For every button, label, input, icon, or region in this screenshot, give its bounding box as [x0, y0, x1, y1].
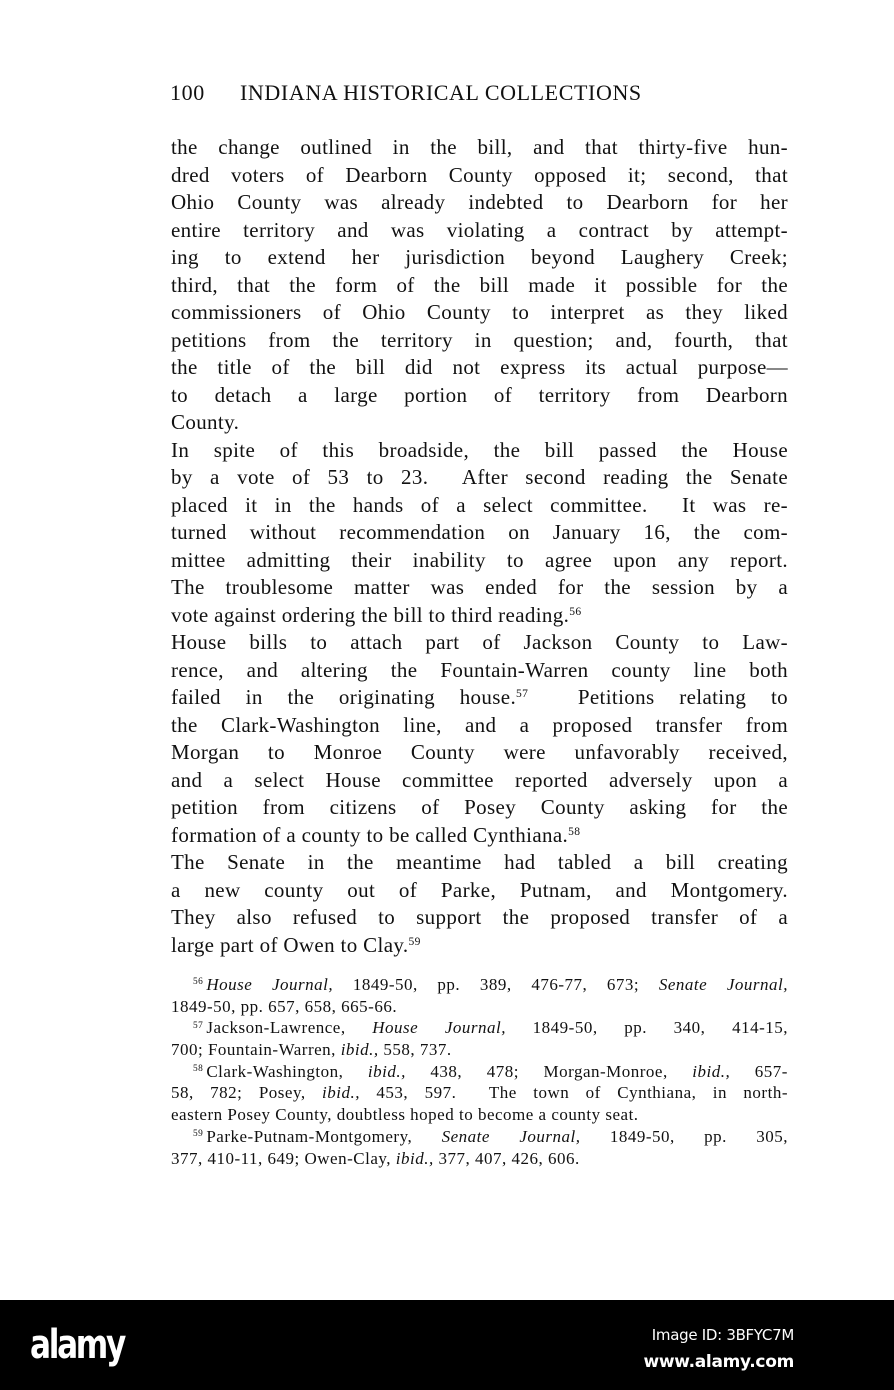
body-line	[171, 767, 788, 795]
text-run: They also refused to support the proposed transfer of a	[171, 905, 788, 929]
text-run: turned without recommendation on January 16, the com-	[171, 520, 788, 544]
text-run: to detach a large portion of territory from Dearborn	[171, 382, 788, 407]
text-run: the title of the bill did not express its actual purpose—	[171, 355, 788, 379]
footnote-marker: 58	[193, 1064, 204, 1075]
body-line	[171, 712, 788, 740]
text-run: 1849-50, pp. 657, 658, 665-66.	[171, 996, 398, 1016]
text-run: and a select House committee reported adversely upon a	[171, 767, 788, 792]
text-run: ibid.,	[367, 1061, 406, 1081]
text-run: dred voters of Dearborn County opposed it; second, that	[171, 162, 788, 187]
body-line	[171, 354, 788, 382]
body-line	[171, 547, 788, 575]
text-run: 377, 407, 426, 606.	[433, 1148, 580, 1168]
text-run: 558, 737.	[378, 1040, 452, 1060]
footnote-line	[171, 1148, 788, 1170]
body-line	[171, 327, 788, 355]
footnote-line	[171, 1082, 788, 1104]
body-line	[171, 684, 788, 712]
footnote-line	[171, 1126, 788, 1148]
text-run: Clark-Washington,	[206, 1061, 368, 1081]
footnote-line	[171, 1061, 788, 1083]
text-run: entire territory and was violating a contract by attempt-	[171, 217, 788, 242]
text-run: placed it in the hands of a select committee. It was re-	[171, 492, 788, 517]
text-run: petition from citizens of Posey County asking for the	[171, 795, 788, 819]
body-line	[171, 519, 788, 547]
body-line	[171, 492, 788, 520]
body-line	[171, 437, 788, 465]
text-run: 438, 478; Morgan-Monroe,	[405, 1061, 693, 1081]
footnote-line	[171, 1104, 788, 1126]
text-run: the Clark-Washington line, and a proposed transfer from	[171, 712, 788, 737]
body-line	[171, 299, 788, 327]
text-run: The Senate in the meantime had tabled a bill creating	[171, 850, 788, 874]
site-url: www.alamy.com	[643, 1352, 794, 1372]
text-run: Morgan to Monroe County were unfavorably received,	[171, 740, 788, 764]
footnote-marker: 59	[193, 1129, 204, 1140]
running-header	[170, 80, 790, 106]
text-run: eastern Posey County, doubtless hoped to become a county seat.	[171, 1105, 639, 1125]
text-run: ing to extend her jurisdiction beyond Laughery Creek;	[171, 245, 788, 269]
text-run: Parke-Putnam-Montgomery,	[206, 1126, 442, 1146]
text-run: the change outlined in the bill, and that thirty-five hun-	[171, 135, 788, 159]
text-run: 377, 410-11, 649; Owen-Clay,	[171, 1148, 396, 1168]
text-run: Ohio County was already indebted to Dearborn for her	[171, 190, 788, 214]
body-line	[171, 849, 788, 877]
footnote-line	[171, 974, 788, 996]
text-run: a new county out of Parke, Putnam, and Montgomery.	[171, 877, 788, 902]
footnote-marker: 56	[569, 605, 582, 618]
body-line	[171, 574, 788, 602]
text-run: rence, and altering the Fountain-Warren county line both	[171, 657, 788, 682]
body-line	[171, 134, 788, 162]
text-run: 657-	[730, 1061, 788, 1081]
footnote-marker: 57	[193, 1020, 204, 1031]
text-run: failed in the originating house.	[171, 685, 517, 709]
footnotes	[171, 974, 788, 1169]
text-run: In spite of this broadside, the bill passed the House	[171, 437, 788, 462]
body-line	[171, 244, 788, 272]
body-line	[171, 739, 788, 767]
body-line	[171, 382, 788, 410]
body-line	[171, 657, 788, 685]
body-line	[171, 602, 788, 630]
body-line	[171, 794, 788, 822]
text-run: mittee admitting their inability to agree upon any report.	[171, 547, 788, 572]
body-line	[171, 162, 788, 190]
text-run: formation of a county to be called Cynthiana.	[171, 822, 569, 847]
alamy-logo: alamy	[30, 1322, 124, 1368]
image-id: Image ID: 3BFYC7M	[651, 1326, 794, 1344]
body-line	[171, 932, 788, 960]
footnote-line	[171, 1017, 788, 1039]
body-text	[171, 134, 788, 959]
text-run: 453, 597. The town of Cynthiana, in north-	[359, 1083, 788, 1103]
text-run: by a vote of 53 to 23. After second reading the Senate	[171, 465, 788, 489]
text-run: ibid.,	[692, 1061, 731, 1081]
text-run: 58, 782; Posey,	[171, 1083, 323, 1103]
text-run: County.	[171, 410, 240, 434]
body-line	[171, 904, 788, 932]
text-run: House Journal,	[372, 1018, 506, 1038]
body-line	[171, 877, 788, 905]
body-line	[171, 464, 788, 492]
body-line	[171, 822, 788, 850]
footnote-marker: 59	[408, 935, 421, 948]
text-run: petitions from the territory in question; and, fourth, that	[171, 327, 788, 352]
text-run: 1849-50, pp. 389, 476-77, 673;	[333, 975, 659, 994]
body-line	[171, 409, 788, 437]
text-run: vote against ordering the bill to third reading.	[171, 602, 570, 627]
text-run: Petitions relating to	[528, 685, 788, 709]
footnote-marker: 58	[568, 825, 581, 838]
text-run: ibid.,	[395, 1148, 434, 1168]
text-run: ibid.,	[322, 1083, 360, 1103]
text-run: House bills to attach part of Jackson County to Law-	[171, 630, 788, 654]
text-run: House Journal,	[206, 975, 334, 994]
text-run: 1849-50, pp. 340, 414-15,	[506, 1018, 788, 1038]
running-title: INDIANA HISTORICAL COLLECTIONS	[240, 80, 642, 105]
text-run: Jackson-Lawrence,	[206, 1018, 373, 1038]
body-line	[171, 189, 788, 217]
text-run: commissioners of Ohio County to interpret as they liked	[171, 300, 788, 324]
watermark-bar	[0, 1300, 894, 1390]
text-run: Senate Journal,	[658, 975, 789, 994]
text-run: third, that the form of the bill made it possible for the	[171, 272, 788, 297]
page-number: 100	[170, 80, 205, 105]
text-run: large part of Owen to Clay.	[171, 932, 409, 957]
footnote-marker: 57	[516, 688, 529, 701]
footnote-line	[171, 1039, 788, 1061]
text-run: The troublesome matter was ended for the session by a	[171, 575, 788, 599]
body-line	[171, 629, 788, 657]
footnote-marker: 56	[193, 977, 204, 988]
body-line	[171, 272, 788, 300]
text-run: 700; Fountain-Warren,	[171, 1040, 341, 1060]
footnote-line	[171, 996, 788, 1018]
text-run: Senate Journal,	[441, 1126, 581, 1146]
text-run: 1849-50, pp. 305,	[580, 1126, 788, 1146]
body-line	[171, 217, 788, 245]
text-run: ibid.,	[340, 1040, 379, 1060]
